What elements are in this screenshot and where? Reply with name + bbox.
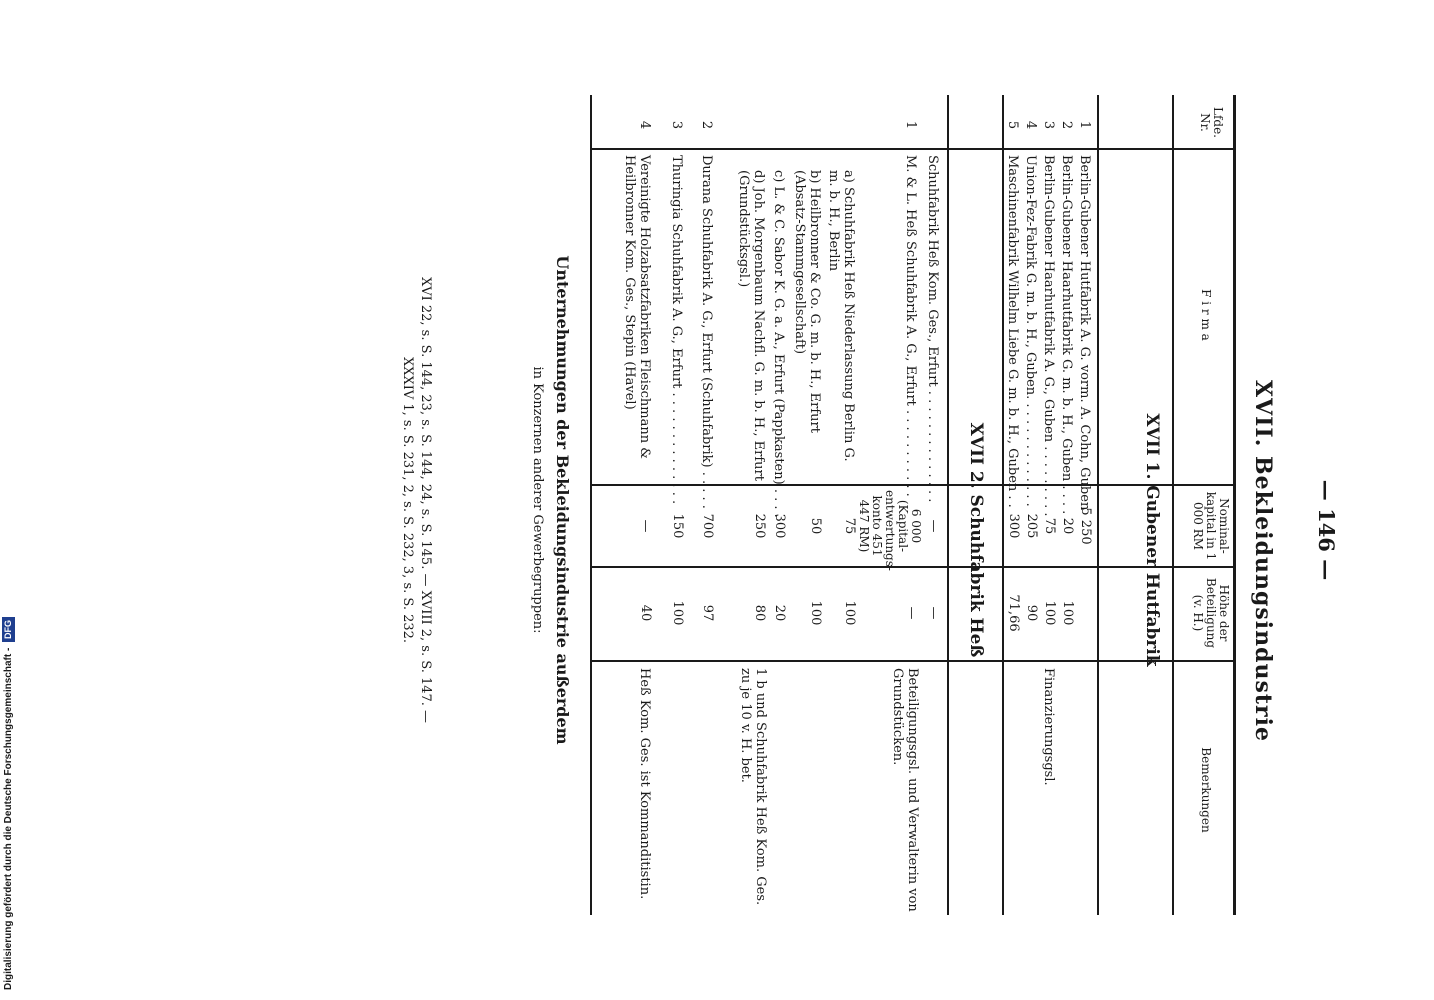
- row-firma: Berlin-Gubener Haarhutfabrik G. m. b. H., Guben . . . .: [1059, 155, 1074, 515]
- row-firma: b) Heilbronner & Co. G. m. b. H., Erfurt (Absatz-Stammgesellschaft): [792, 170, 822, 433]
- row-bemerkung: Finanzierungsgsl.: [1041, 668, 1056, 786]
- credit-text: Digitalisierung gefördert durch die Deutsche Forschungsgemeinschaft -: [3, 647, 14, 990]
- row-kapital: 50: [808, 517, 823, 535]
- row-number: 3: [669, 120, 684, 130]
- row-bemerkung: Beteiligungsgsl. und Verwalterin von Grundstücken.: [890, 668, 920, 912]
- row-firma: d) Joh. Morgenbaum Nachfl. G. m. b. H., Erfurt (Grundstücksgsl.): [736, 170, 766, 481]
- row-kapital: 700: [700, 513, 715, 539]
- row-firma: Durana Schuhfabrik A. G., Erfurt (Schuhfabrik) . . . . .: [699, 155, 714, 509]
- col-divider-1: [592, 148, 1236, 150]
- header-hoehe: Höhe der Beteiligung (v. H.): [1191, 577, 1231, 649]
- row-kapital: 150: [670, 513, 685, 539]
- row-number: 4: [637, 120, 652, 130]
- row-bemerkung: Heß Kom. Ges. ist Kommanditistin.: [637, 668, 652, 900]
- row-bemerkung: 1 b und Schuhfabrik Heß Kom. Ges. zu je 10 v. H. bet.: [738, 668, 768, 906]
- row-anteil: 100: [670, 600, 685, 626]
- row-kapital: 75: [842, 517, 857, 535]
- row-firma: Berlin-Gubener Hutfabrik A. G. vorm. A. Cohn, Guben: [1077, 155, 1092, 511]
- footer-title: Unternehmungen der Bekleidungsindustrie außerdem: [553, 255, 572, 745]
- row-firma: Thuringia Schuhfabrik A. G., Erfurt . . . . . . . . . . . . . .: [669, 155, 684, 505]
- header-firma: F i r m a: [1199, 289, 1213, 341]
- row-kapital: —: [926, 519, 941, 533]
- table-top-rule: [1233, 95, 1236, 915]
- table-header-rule: [1172, 95, 1174, 915]
- footer-line-1: XVI 22, s. S. 144, 23, s. S. 144, 24, s. S. 145. — XVIII 2, s. S. 147. —: [418, 276, 433, 724]
- dfg-logo: DFG: [2, 617, 15, 642]
- digitization-credit: [0, 0, 18, 1000]
- row-anteil: 90: [1024, 604, 1039, 622]
- row-kapital: 300: [772, 513, 787, 539]
- footer-line-2: XXXIV 1, s. S. 231, 2, s. S. 232, 3, s. S. 232.: [400, 356, 415, 644]
- row-kapital: 6 000 (Kapital-entwertungs-konto 451 447 RM): [857, 490, 923, 571]
- page-number: — 146 —: [1314, 479, 1339, 581]
- header-nominal: Nominal-kapital in 1 000 RM: [1191, 491, 1231, 561]
- row-anteil: —: [904, 606, 919, 620]
- section-title: XVII 2. Schuhfabrik Heß: [966, 422, 986, 658]
- row-anteil: 80: [752, 604, 767, 622]
- section1-bottom-rule: [1002, 95, 1004, 915]
- row-anteil: —: [926, 606, 941, 620]
- row-number: 4: [1023, 120, 1038, 130]
- row-kapital: —: [638, 519, 653, 533]
- row-anteil: 71,66: [1006, 594, 1021, 632]
- row-anteil: 40: [638, 604, 653, 622]
- section2-bottom-rule: [590, 95, 592, 915]
- row-kapital: 75: [1042, 517, 1057, 535]
- row-kapital: 20: [1060, 517, 1075, 535]
- page-title: XVII. Bekleidungsindustrie: [1250, 380, 1276, 742]
- row-firma: Berlin-Gubener Haarhutfabrik A. G., Guben . . . . . . . . .: [1041, 155, 1056, 517]
- row-anteil: 100: [1042, 600, 1057, 626]
- header-bemerkungen: Bemerkungen: [1199, 747, 1213, 833]
- row-firma: Vereinigte Holzabsatzfabriken Fleischmann & Heilbronner Kom. Ges., Stepin (Havel): [622, 155, 652, 459]
- section-title: XVII 1. Gubener Hutfabrik: [1142, 413, 1162, 667]
- row-kapital: 205: [1024, 513, 1039, 539]
- col-divider-3: [592, 566, 1236, 568]
- row-kapital: 5 250: [1078, 507, 1093, 545]
- row-firma: M. & L. Heß Schuhfabrik A. G., Erfurt . . . . . . . . . . .: [903, 155, 918, 497]
- row-kapital: 300: [1006, 513, 1021, 539]
- row-anteil: 100: [1060, 600, 1075, 626]
- footer-subtitle: in Konzernen anderer Gewerbegruppen:: [530, 366, 545, 634]
- row-number: 5: [1005, 120, 1020, 130]
- row-firma: c) L. & C. Sabor K. G. a. A., Erfurt (Pappkasten) . . . .: [771, 170, 786, 518]
- row-anteil: 20: [772, 604, 787, 622]
- row-firma: Maschinenfabrik Wilhelm Liebe G. m. b. H., Guben . .: [1005, 155, 1020, 508]
- row-number: 1: [903, 120, 918, 130]
- row-number: 3: [1041, 120, 1056, 130]
- row-anteil: 100: [808, 600, 823, 626]
- row-number: 2: [1059, 120, 1074, 130]
- header-lfd-nr: Lfde. Nr.: [1198, 106, 1225, 138]
- section2-top-rule: [947, 95, 949, 915]
- row-anteil: 97: [700, 604, 715, 622]
- row-anteil: 100: [842, 600, 857, 626]
- section1-top-rule: [1097, 95, 1099, 915]
- row-number: 2: [699, 120, 714, 130]
- row-number: 1: [1077, 120, 1092, 130]
- row-firma: Union-Fez-Fabrik G. m. b. H., Guben. . . . . . . . . . . . . .: [1023, 155, 1038, 507]
- row-firma: a) Schuhfabrik Heß Niederlassung Berlin G. m. b. H., Berlin: [826, 170, 856, 462]
- row-firma: Schuhfabrik Heß Kom. Ges., Erfurt . . . . . . . . . . . . . .: [925, 155, 940, 503]
- row-kapital: 250: [752, 513, 767, 539]
- col-divider-4: [592, 660, 1236, 662]
